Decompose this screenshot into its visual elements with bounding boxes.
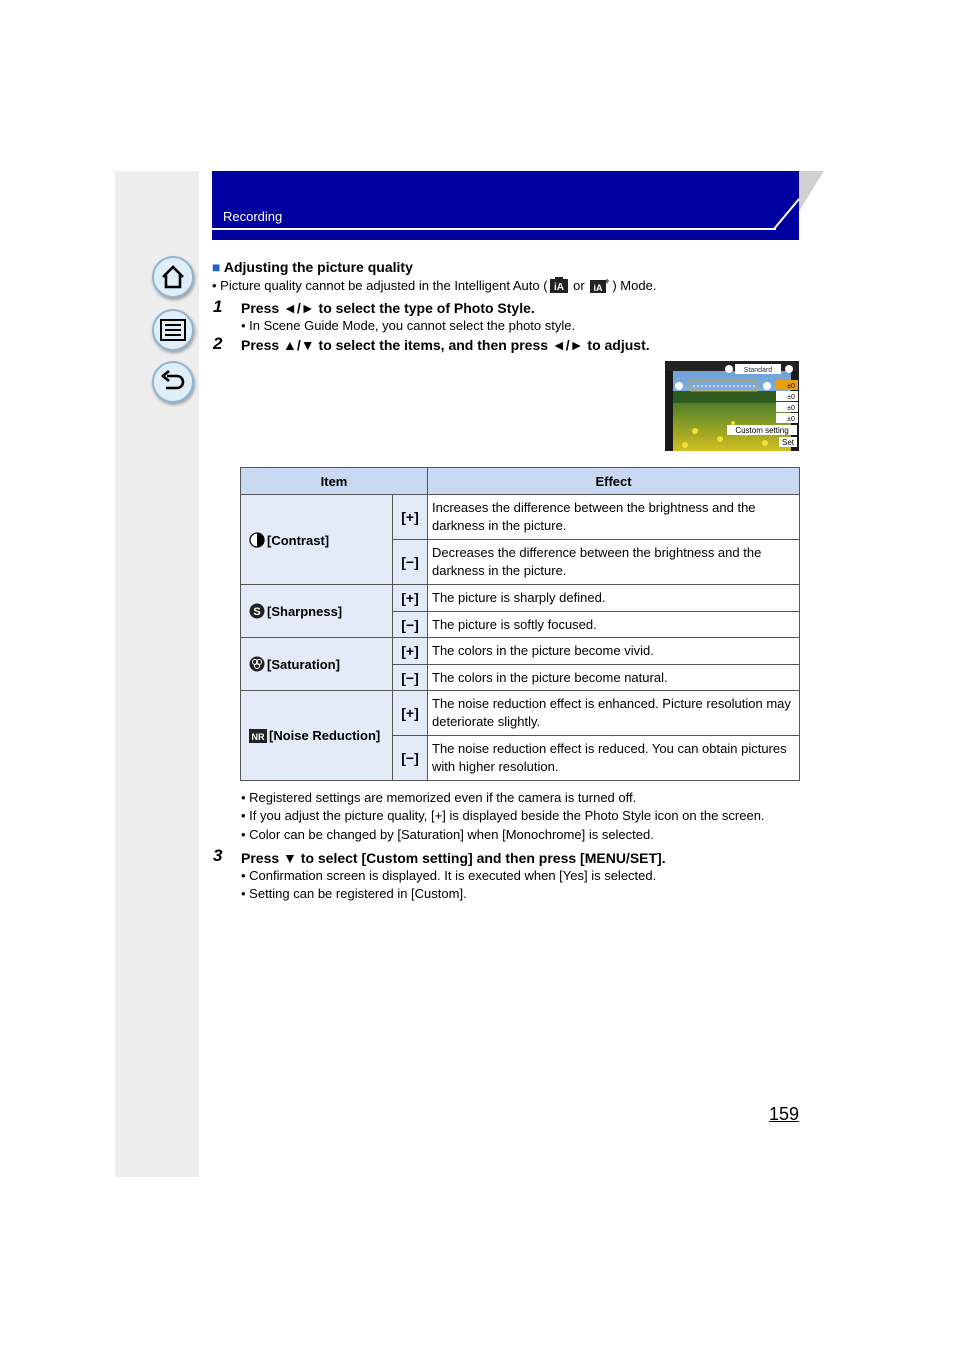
svg-text:S: S (253, 606, 261, 618)
svg-text:iA: iA (593, 283, 603, 293)
step-3-number: 3 (213, 846, 223, 865)
effect-text: The picture is sharply defined. (428, 585, 800, 612)
effect-text: Decreases the difference between the brightness and the darkness in the picture. (428, 540, 800, 585)
saturation-icon (249, 656, 265, 672)
intro-note-or: or (573, 278, 585, 293)
intro-note (212, 277, 656, 294)
table-header-row (241, 468, 800, 495)
note-bullet: • Color can be changed by [Saturation] when [Monochrome] is selected. (241, 827, 654, 842)
header-underline (212, 228, 772, 230)
page-corner-fold (770, 171, 826, 241)
home-icon (160, 264, 186, 290)
section-label: Recording (223, 209, 283, 224)
intelligent-auto-plus-icon (590, 277, 610, 293)
item-sharpness-label: [Sharpness] (267, 604, 343, 619)
camera-set-label: Set (781, 438, 795, 447)
effect-text: The colors in the picture become natural. (428, 665, 800, 691)
sign-plus: [+] (393, 495, 428, 540)
effect-text: Increases the difference between the brightness and the darkness in the picture. (428, 495, 800, 540)
step-1-bullet: • In Scene Guide Mode, you cannot select the photo style. (241, 318, 576, 333)
item-saturation (241, 638, 393, 691)
svg-text:+: + (604, 277, 610, 286)
camera-style-label: Standard (743, 367, 773, 374)
item-noise-reduction-label: [Noise Reduction] (269, 728, 381, 743)
sign-minus: [−] (393, 736, 428, 781)
page-number[interactable]: 159 (769, 1104, 800, 1124)
effect-text: The colors in the picture become vivid. (428, 638, 800, 665)
note-bullet: • If you adjust the picture quality, [+] is displayed beside the Photo Style icon on the screen. (241, 808, 765, 823)
camera-custom-label: Custom setting (735, 426, 789, 435)
camera-screen-image (665, 361, 799, 451)
sign-minus: [−] (393, 665, 428, 691)
item-sharpness (241, 585, 393, 638)
camera-screen-graphic (665, 361, 799, 451)
sign-plus: [+] (393, 691, 428, 736)
table-row (241, 638, 800, 665)
step-3-bullet: • Setting can be registered in [Custom]. (241, 886, 467, 901)
step-1-text: Press ◄/► to select the type of Photo Style. (241, 300, 535, 316)
home-button[interactable] (152, 256, 194, 298)
step-2-number: 2 (213, 334, 223, 353)
camera-value-noise: ±0 (787, 416, 795, 423)
header-item: Item (241, 468, 428, 495)
effect-text: The picture is softly focused. (428, 612, 800, 638)
item-saturation-label: [Saturation] (267, 657, 340, 672)
effect-text: The noise reduction effect is enhanced. Picture resolution may deteriorate slightly. (428, 691, 800, 736)
item-contrast (241, 495, 393, 585)
sharpness-icon (249, 603, 265, 619)
contrast-icon (249, 532, 265, 548)
header-effect: Effect (428, 468, 800, 495)
intro-note-text-2: ) Mode. (612, 278, 657, 293)
item-noise-reduction (241, 691, 393, 781)
step-3-bullet: • Confirmation screen is displayed. It is executed when [Yes] is selected. (241, 868, 657, 883)
note-bullet: • Registered settings are memorized even if the camera is turned off. (241, 790, 637, 805)
back-button[interactable] (152, 361, 194, 403)
sign-minus: [−] (393, 612, 428, 638)
noise-reduction-icon (249, 729, 267, 743)
sign-plus: [+] (393, 585, 428, 612)
adjustment-table (240, 467, 800, 781)
svg-text:NR: NR (251, 732, 265, 742)
step-3-text: Press ▼ to select [Custom setting] and then press [MENU/SET]. (241, 850, 666, 866)
camera-value-sharpness: ±0 (787, 394, 795, 401)
item-contrast-label: [Contrast] (267, 532, 330, 548)
back-arrow-icon (160, 370, 186, 394)
contents-list-icon (160, 319, 186, 341)
step-1-number: 1 (213, 297, 223, 316)
svg-text:iA: iA (553, 282, 564, 293)
intro-note-text-1: • Picture quality cannot be adjusted in the Intelligent Auto ( (212, 278, 548, 293)
camera-value-contrast: ±0 (787, 383, 795, 390)
sign-minus: [−] (393, 540, 428, 585)
table-row (241, 691, 800, 736)
table-row (241, 585, 800, 612)
section-heading (212, 259, 413, 275)
heading-title: Adjusting the picture quality (223, 259, 413, 275)
step-2-text: Press ▲/▼ to select the items, and then press ◄/► to adjust. (241, 337, 650, 353)
sign-plus: [+] (393, 638, 428, 665)
effect-text: The noise reduction effect is reduced. You can obtain pictures with higher resolution. (428, 736, 800, 781)
contents-button[interactable] (152, 309, 194, 351)
intelligent-auto-icon (550, 277, 568, 293)
table-row (241, 495, 800, 540)
heading-marker: ■ (212, 259, 221, 275)
camera-value-saturation: ±0 (787, 405, 795, 412)
